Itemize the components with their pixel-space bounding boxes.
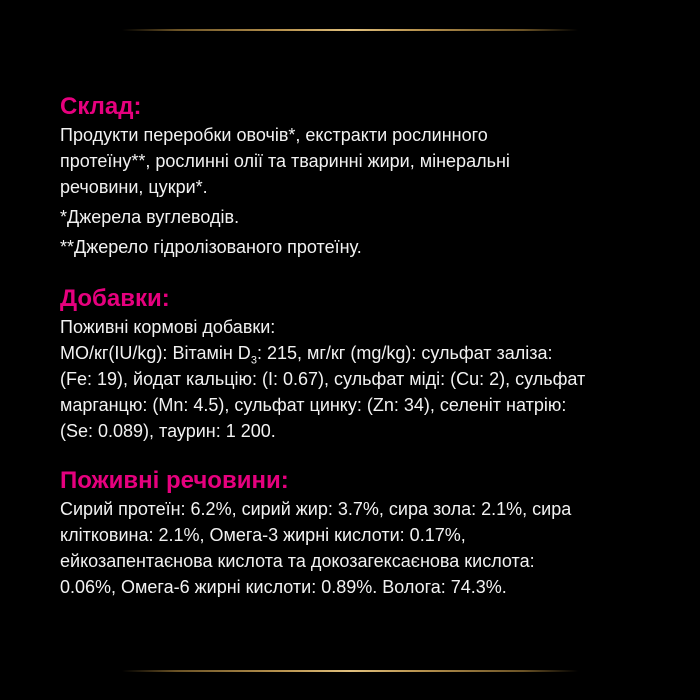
composition-section	[60, 92, 660, 260]
nutrients-heading: Поживні речовини:	[60, 467, 289, 494]
label-content	[60, 92, 660, 600]
additives-line: (Se: 0.089), таурин: 1 200.	[60, 421, 276, 441]
additives-section	[60, 284, 660, 444]
nutrients-section	[60, 466, 660, 600]
additives-line: Поживні кормові добавки:	[60, 317, 276, 337]
composition-line: речовини, цукри*.	[60, 177, 208, 197]
additives-heading: Добавки:	[60, 285, 170, 312]
additives-line: марганцю: (Mn: 4.5), сульфат цинку: (Zn: 34), селеніт натрію:	[60, 395, 567, 415]
composition-line: протеїну**, рослинні олії та тваринні жири, мінеральні	[60, 151, 510, 171]
additives-line	[60, 340, 660, 366]
composition-line: Продукти переробки овочів*, екстракти рослинного	[60, 125, 488, 145]
nutrients-line: клітковина: 2.1%, Омега-3 жирні кислоти: 0.17%,	[60, 525, 466, 545]
vitamin-d-subscript: 3	[250, 354, 257, 367]
vitamin-d-value: : 215, мг/кг (mg/kg): сульфат заліза:	[256, 343, 553, 363]
composition-heading: Склад:	[60, 93, 142, 120]
nutrients-line: Сирий протеїн: 6.2%, сирий жир: 3.7%, сира зола: 2.1%, сира	[60, 499, 572, 519]
top-gold-divider	[122, 29, 578, 31]
composition-note: **Джерело гідролізованого протеїну.	[60, 237, 362, 257]
bottom-gold-divider	[122, 670, 578, 672]
nutrients-line: 0.06%, Омега-6 жирні кислоти: 0.89%. Волога: 74.3%.	[60, 577, 507, 597]
nutrients-line: ейкозапентаєнова кислота та докозагексаєнова кислота:	[60, 551, 535, 571]
composition-note: *Джерела вуглеводів.	[60, 207, 240, 227]
additives-line: (Fe: 19), йодат кальцію: (I: 0.67), сульфат міді: (Cu: 2), сульфат	[60, 369, 586, 389]
vitamin-d-label: МО/кг(IU/kg): Вітамін D	[60, 343, 251, 363]
